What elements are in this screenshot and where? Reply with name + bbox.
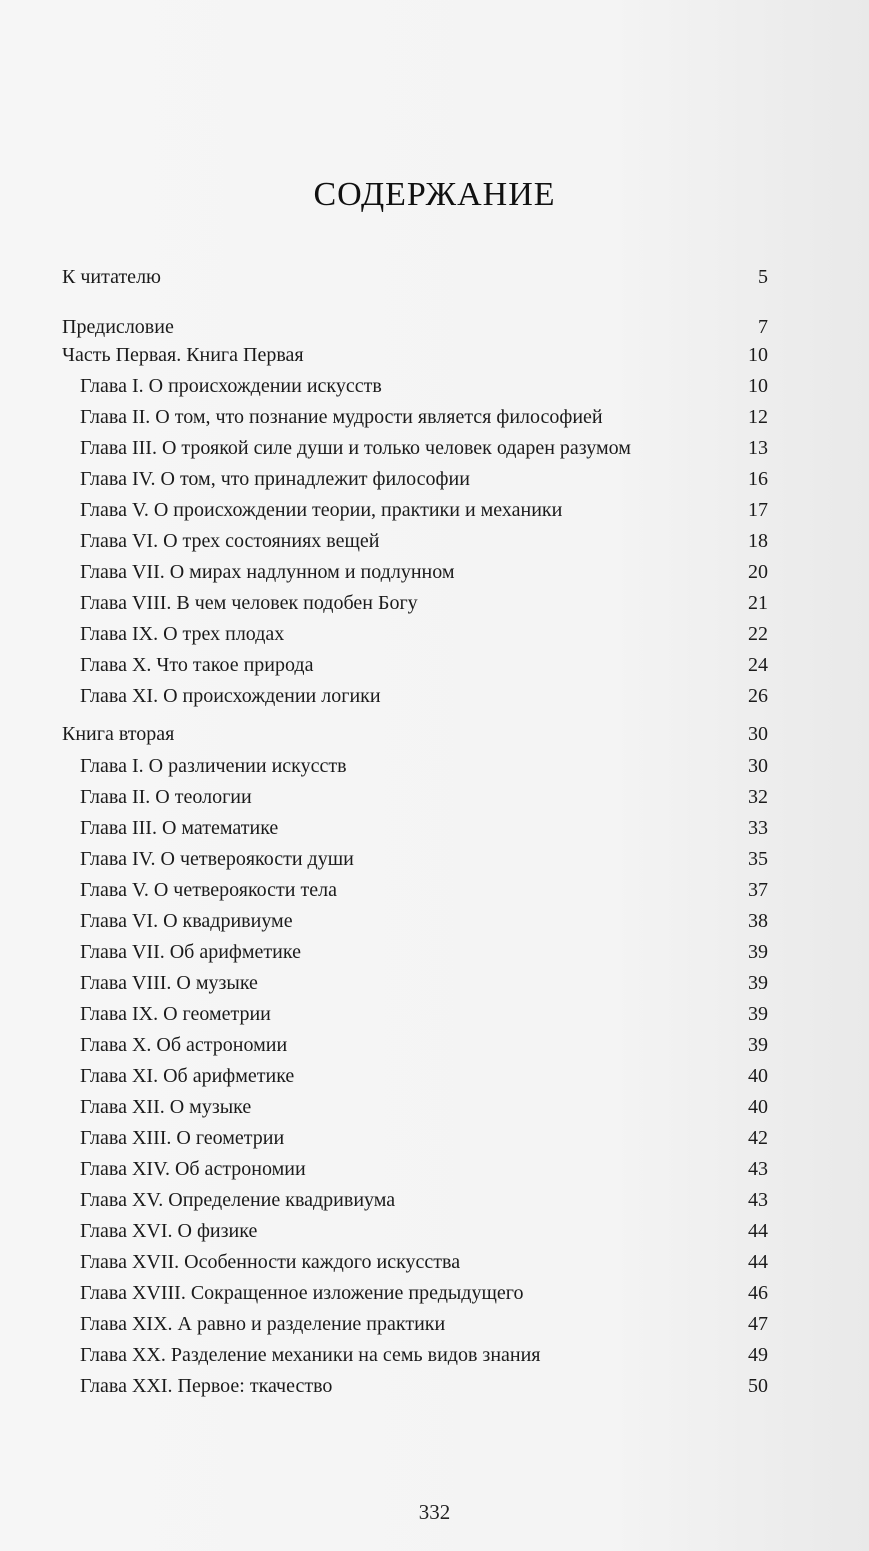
toc-entry-page: 37 xyxy=(748,879,768,901)
toc-entry xyxy=(62,495,768,526)
toc-entry-page: 26 xyxy=(748,685,768,707)
toc-entry xyxy=(62,718,768,751)
toc-entry-label: Глава VI. О квадривиуме xyxy=(80,910,293,932)
toc-entry-page: 7 xyxy=(758,316,768,338)
toc-entry-label: Глава IV. О четверoякости души xyxy=(80,848,354,870)
toc-entry-label: К читателю xyxy=(62,266,161,288)
toc-entry-page: 47 xyxy=(748,1313,768,1335)
toc-entry-page: 16 xyxy=(748,468,768,490)
toc-entry xyxy=(62,315,768,340)
toc-entry xyxy=(62,1030,768,1061)
toc-entry-label: Глава VII. О мирах надлунном и подлунном xyxy=(80,561,455,583)
toc-entry-label: Глава VIII. В чем человек подобен Богу xyxy=(80,592,418,614)
toc-entry xyxy=(62,650,768,681)
toc-entry xyxy=(62,844,768,875)
toc-entry-page: 49 xyxy=(748,1344,768,1366)
toc-entry-page: 12 xyxy=(748,406,768,428)
toc-entry xyxy=(62,619,768,650)
toc-entry xyxy=(62,464,768,495)
page-title: СОДЕРЖАНИЕ xyxy=(313,176,556,213)
toc-entry-page: 39 xyxy=(748,972,768,994)
toc-entry-page: 35 xyxy=(748,848,768,870)
toc-entry-label: Глава II. О том, что познание мудрости является философией xyxy=(80,406,603,428)
toc-entry xyxy=(62,906,768,937)
toc-entry-page: 50 xyxy=(748,1375,768,1397)
toc-entry-page: 10 xyxy=(748,344,768,366)
toc-entry xyxy=(62,937,768,968)
toc-entry xyxy=(62,1123,768,1154)
toc-entry-label: Глава VIII. О музыке xyxy=(80,972,258,994)
toc-entry xyxy=(62,557,768,588)
toc-entry-label: Предисловие xyxy=(62,316,174,338)
toc-entry-page: 44 xyxy=(748,1251,768,1273)
toc-entry xyxy=(62,782,768,813)
toc-entry xyxy=(62,1061,768,1092)
toc-entry-page: 18 xyxy=(748,530,768,552)
toc-entry xyxy=(62,999,768,1030)
toc-entry-page: 38 xyxy=(748,910,768,932)
toc-entry-label: Глава IV. О том, что принадлежит философии xyxy=(80,468,470,490)
toc-entry-label: Глава IX. О трех плодах xyxy=(80,623,285,645)
toc-entry-page: 22 xyxy=(748,623,768,645)
toc-entry-label: Глава VII. Об арифметике xyxy=(80,941,301,963)
toc-entry-label: Глава XX. Разделение механики на семь видов знания xyxy=(80,1344,541,1366)
toc-entry xyxy=(62,681,768,712)
toc-entry-label: Глава I. О происхождении искусств xyxy=(80,375,382,397)
toc-entry xyxy=(62,1154,768,1185)
toc-entry-label: Часть Первая. Книга Первая xyxy=(62,344,304,366)
table-of-contents xyxy=(62,262,768,1402)
toc-entry-label: Глава XIV. Об астрономии xyxy=(80,1158,306,1180)
toc-entry-page: 39 xyxy=(748,1034,768,1056)
toc-entry xyxy=(62,402,768,433)
toc-entry xyxy=(62,1216,768,1247)
toc-entry xyxy=(62,1340,768,1371)
toc-entry-label: Глава XV. Определение квадривиума xyxy=(80,1189,396,1211)
toc-entry-label: Глава XI. О происхождении логики xyxy=(80,685,381,707)
toc-entry xyxy=(62,340,768,371)
toc-entry-label: Глава III. О троякой силе души и только человек одарен разумом xyxy=(80,437,631,459)
toc-entry xyxy=(62,1309,768,1340)
toc-entry-page: 30 xyxy=(748,755,768,777)
toc-entry-page: 43 xyxy=(748,1158,768,1180)
toc-entry-page: 39 xyxy=(748,941,768,963)
toc-entry-label: Глава I. О различении искусств xyxy=(80,755,347,777)
toc-entry-page: 24 xyxy=(748,654,768,676)
toc-entry-label: Глава IX. О геометрии xyxy=(80,1003,271,1025)
toc-entry-label: Глава XIX. А равно и разделение практики xyxy=(80,1313,446,1335)
page-number: 332 xyxy=(418,1500,451,1524)
toc-entry-page: 10 xyxy=(748,375,768,397)
toc-entry-label: Глава XI. Об арифметике xyxy=(80,1065,295,1087)
toc-entry-page: 33 xyxy=(748,817,768,839)
toc-entry-page: 5 xyxy=(758,266,768,288)
toc-entry-page: 17 xyxy=(748,499,768,521)
toc-entry xyxy=(62,813,768,844)
toc-entry-label: Глава III. О математике xyxy=(80,817,279,839)
toc-entry-page: 44 xyxy=(748,1220,768,1242)
toc-entry-label: Глава X. Об астрономии xyxy=(80,1034,288,1056)
toc-entry xyxy=(62,1247,768,1278)
toc-entry xyxy=(62,968,768,999)
toc-entry xyxy=(62,433,768,464)
toc-entry-page: 20 xyxy=(748,561,768,583)
toc-entry-label: Глава V. О происхождении теории, практики и механики xyxy=(80,499,563,521)
toc-entry xyxy=(62,1371,768,1402)
toc-entry-page: 40 xyxy=(748,1065,768,1087)
toc-entry-page: 13 xyxy=(748,437,768,459)
toc-entry-label: Глава X. Что такое природа xyxy=(80,654,314,676)
toc-entry-page: 32 xyxy=(748,786,768,808)
toc-entry-label: Глава XVIII. Сокращенное изложение предыдущего xyxy=(80,1282,524,1304)
toc-entry xyxy=(62,751,768,782)
toc-entry-label: Глава VI. О трех состояниях вещей xyxy=(80,530,380,552)
toc-entry-page: 46 xyxy=(748,1282,768,1304)
toc-entry-label: Глава XVII. Особенности каждого искусства xyxy=(80,1251,461,1273)
toc-entry-label: Книга вторая xyxy=(62,723,175,745)
toc-entry-label: Глава XII. О музыке xyxy=(80,1096,252,1118)
toc-entry-label: Глава II. О теологии xyxy=(80,786,252,808)
toc-entry-page: 43 xyxy=(748,1189,768,1211)
toc-entry xyxy=(62,588,768,619)
toc-entry xyxy=(62,526,768,557)
toc-entry-label: Глава XXI. Первое: ткачество xyxy=(80,1375,333,1397)
toc-entry-label: Глава XVI. О физике xyxy=(80,1220,258,1242)
toc-entry xyxy=(62,371,768,402)
toc-entry-label: Глава V. О четвероякости тела xyxy=(80,879,337,901)
toc-entry-page: 39 xyxy=(748,1003,768,1025)
toc-entry-page: 21 xyxy=(748,592,768,614)
toc-entry xyxy=(62,875,768,906)
toc-entry-label: Глава XIII. О геометрии xyxy=(80,1127,285,1149)
toc-entry-page: 30 xyxy=(748,723,768,745)
toc-entry xyxy=(62,1092,768,1123)
toc-entry xyxy=(62,262,768,293)
toc-entry-page: 42 xyxy=(748,1127,768,1149)
toc-entry xyxy=(62,1185,768,1216)
toc-entry-page: 40 xyxy=(748,1096,768,1118)
toc-entry xyxy=(62,1278,768,1309)
